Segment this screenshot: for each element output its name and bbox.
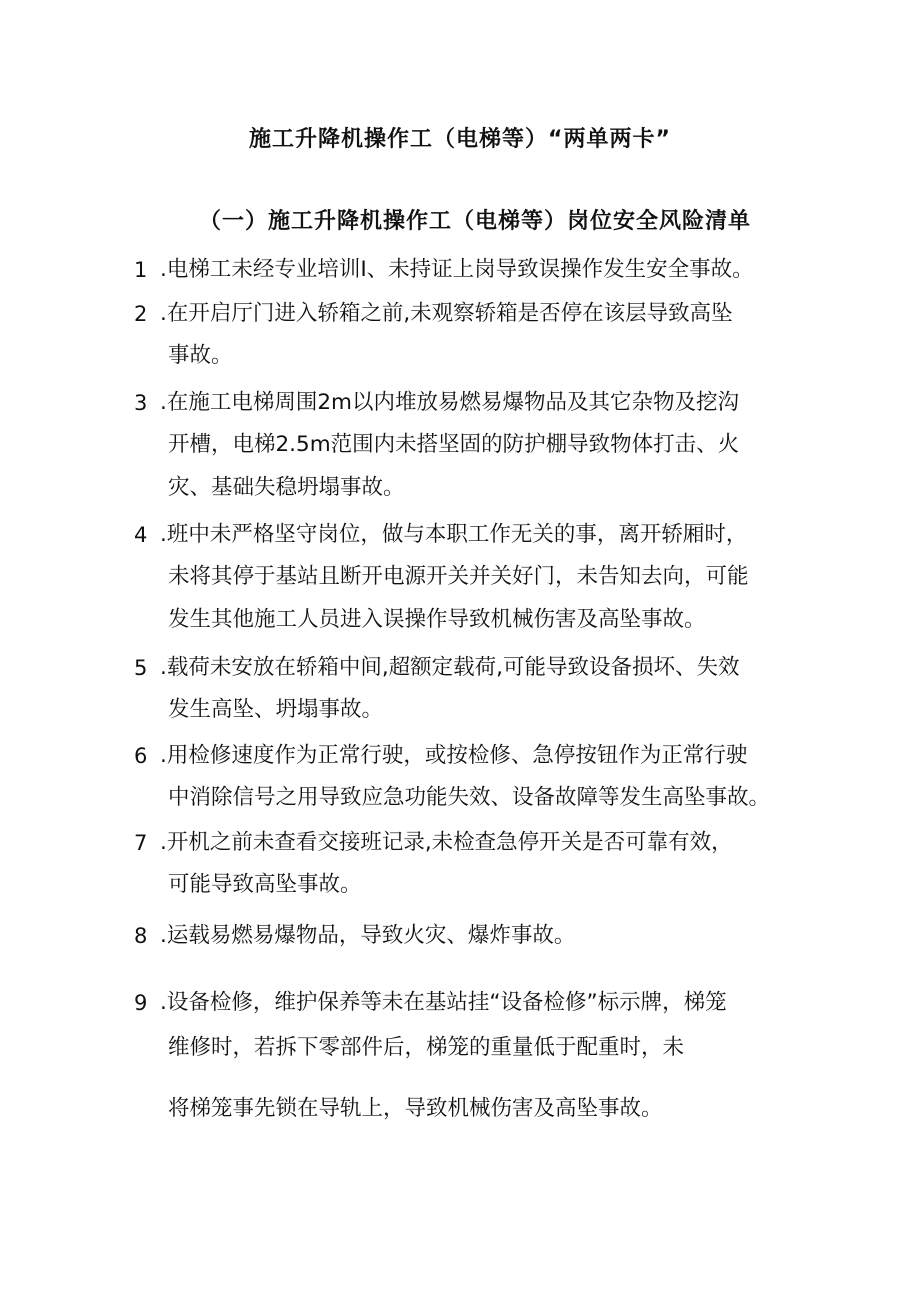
document-title: 施工升降机操作工（电梯等）“两单两卡” (249, 127, 671, 152)
item-number: 8 (134, 924, 148, 948)
item-text-line: .设备检修，维护保养等未在基站挂“设备检修”标示牌，梯笼 (160, 990, 727, 1015)
item-number: 2 (134, 302, 148, 326)
item-text-line: .班中未严格坚守岗位，做与本职工作无关的事，离开轿厢时， (160, 522, 748, 547)
item-number: 5 (134, 656, 148, 680)
item-text-line: 发生其他施工人员进入误操作导致机械伤害及高坠事故。 (168, 607, 706, 632)
item-text-line: .运载易燃易爆物品，导致火灾、爆炸事故。 (160, 923, 576, 948)
item-text-line: .载荷未安放在轿箱中间,超额定载荷,可能导致设备损坏、失效 (160, 655, 740, 680)
item-number: 7 (134, 831, 148, 855)
item-number: 6 (134, 744, 148, 768)
item-text-line: 中消除信号之用导致应急功能失效、设备故障等发生高坠事故。 (168, 785, 771, 810)
item-text-line: 未将其停于基站且断开电源开关并关好门，未告知去向，可能 (168, 564, 749, 589)
section-title: （一）施工升降机操作工（电梯等）岗位安全风险清单 (198, 209, 751, 234)
item-text-line: .在开启厅门进入轿箱之前,未观察轿箱是否停在该层导致高坠 (160, 301, 733, 326)
item-text-line: .在施工电梯周围2m以内堆放易燃易爆物品及其它杂物及挖沟 (160, 390, 739, 415)
item-text-line: 可能导致高坠事故。 (168, 872, 362, 897)
item-text-line: 开槽，电梯2.5m范围内未搭坚固的防护棚导致物体打击、火 (168, 432, 740, 457)
item-number: 4 (134, 523, 148, 547)
item-text-line: 维修时，若拆下零部件后，梯笼的重量低于配重时，未 (168, 1035, 685, 1060)
item-text-line: .电梯工未经专业培训I、未持证上岗导致误操作发生安全事故。 (160, 257, 754, 282)
item-number: 9 (134, 991, 148, 1015)
item-text-line: 发生高坠、坍塌事故。 (168, 697, 384, 722)
item-text-line: 将梯笼事先锁在导轨上，导致机械伤害及高坠事故。 (168, 1096, 663, 1121)
item-number: 1 (134, 258, 148, 282)
item-text-line: .用检修速度作为正常行驶，或按检修、急停按钮作为正常行驶 (160, 743, 748, 768)
item-number: 3 (134, 391, 148, 415)
item-text-line: 灾、基础失稳坍塌事故。 (168, 475, 405, 500)
item-text-line: 事故。 (168, 343, 233, 368)
item-text-line: .开机之前未查看交接班记录,未检查急停开关是否可靠有效， (160, 830, 733, 855)
